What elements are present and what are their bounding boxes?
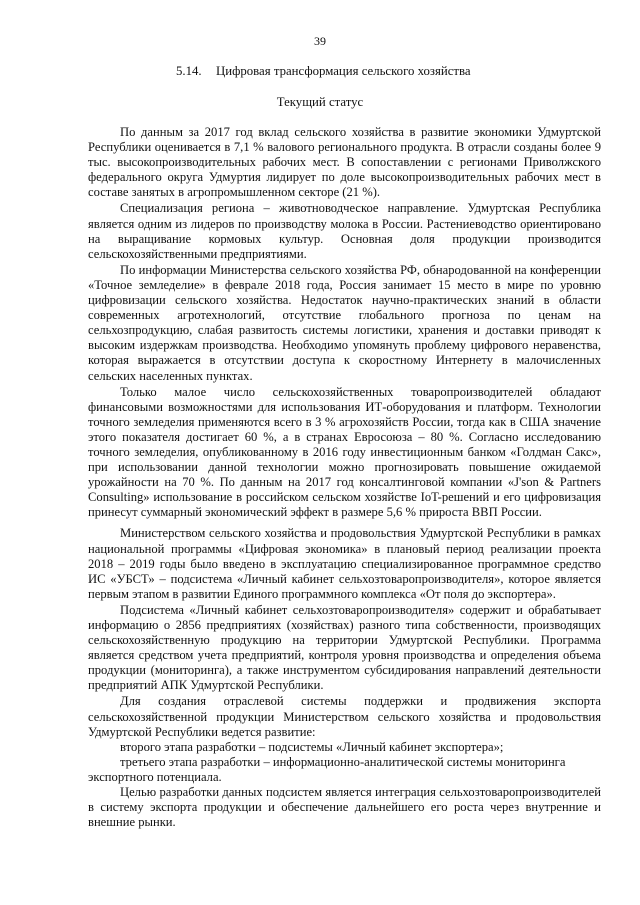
document-body <box>88 125 601 831</box>
list-item: третьего этапа разработки – информационно-аналитической системы мониторинга экспортного потенциала. <box>88 754 566 784</box>
paragraph-goal: Целью разработки данных подсистем является интеграция сельхозтоваропроизводителей в систему экспорта продукции и обеспечение дальнейшего его роста через внутренние и внешние рынки. <box>88 785 601 830</box>
section-heading <box>176 64 471 79</box>
section-number: 5.14. <box>176 64 202 78</box>
paragraph-subsystem: Подсистема «Личный кабинет сельхозтоваропроизводителя» содержит и обрабатывает информацию о 2856 предприятиях (хозяйствах) разного типа собственности, производящих сельскохозяйственную продукцию на территории Удмуртской Республики. Программа является средством учета предприятий, контроля уровня производства и определения объема продукции (мониторинга), а также инструментом субсидирования направлений деятельности предприятий АПК Удмуртской Республики. <box>88 602 601 693</box>
paragraph-digitalization-level: По информации Министерства сельского хозяйства РФ, обнародованной на конференции «Точное земледелие» в феврале 2018 года, Россия занимает 15 место в мире по уровню цифровизации сельского хозяйства. Недостаток научно-практических знаний в области современных агротехнологий, отсутствие глобального прогноза по ценам на сельхозпродукцию, слабая развитость системы логистики, хранения и доставки приводят к высоким издержкам производства. Необходимо упомянуть проблему цифрового неравенства, которая выражается в отсутствии доступа к скоростному Интернету в малочисленных сельских населенных пунктах. <box>88 262 601 383</box>
subsection-title: Текущий статус <box>276 95 364 109</box>
paragraph-ministry-program: Министерством сельского хозяйства и продовольствия Удмуртской Республики в рамках национальной программы «Цифровая экономика» в плановый период реализации проекта 2018 – 2019 годы было введено в эксплуатацию специализированное программное средство ИС «УБСТ» – подсистема «Личный кабинет сельхозтоваропроизводителя», которое является первым этапом в развитии Единого программного комплекса «От поля до экспортера». <box>88 526 601 601</box>
paragraph-precision-farming: Только малое число сельскохозяйственных товаропроизводителей обладают финансовыми возможностями для использования ИТ-оборудования и платформ. Технологии точного земледелия применяются всего в 3 % агрохозяйств России, тогда как в США значение этого показателя достигает 60 %, а в странах Евросоюза – 80 %. Согласно исследованию точного земледелия, опубликованному в 2016 году инвестиционным банком «Голдман Сакс», при использовании данной технологии можно прогнозировать повышение ожидаемой урожайности на 70 %. По данным на 2017 год консалтинговой компании «J'son & Partners Consulting» использование в российском сельском хозяйстве IoT-решений и его цифровизация принесут суммарный экономический эффект в размере 5,6 % прироста ВВП России. <box>88 384 601 520</box>
section-title: Цифровая трансформация сельского хозяйства <box>216 64 471 78</box>
paragraph-specialization: Специализация региона – животноводческое направление. Удмуртская Республика является одним из лидеров по производству молока в России. Растениеводство ориентировано на выращивание кормовых культур. Основная доля продукции производится сельскохозяйственными предприятиями. <box>88 201 601 261</box>
page-number: 39 <box>314 34 326 48</box>
paragraph-gdp-contribution: По данным за 2017 год вклад сельского хозяйства в развитие экономики Удмуртской Республики оценивается в 7,1 % валового регионального продукта. В отрасли созданы более 9 тыс. высокопроизводительных рабочих мест. В сопоставлении с регионами Приволжского федерального округа Удмуртия лидирует по доле высокопроизводительных рабочих мест в составе занятых в агропромышленном секторе (21 %). <box>88 125 601 200</box>
paragraph-export-support: Для создания отраслевой системы поддержки и продвижения экспорта сельскохозяйственной продукции Министерством сельского хозяйства и продовольствия Удмуртской Республики ведется развитие: <box>88 694 601 739</box>
list-item: второго этапа разработки – подсистемы «Личный кабинет экспортера»; <box>120 739 504 754</box>
